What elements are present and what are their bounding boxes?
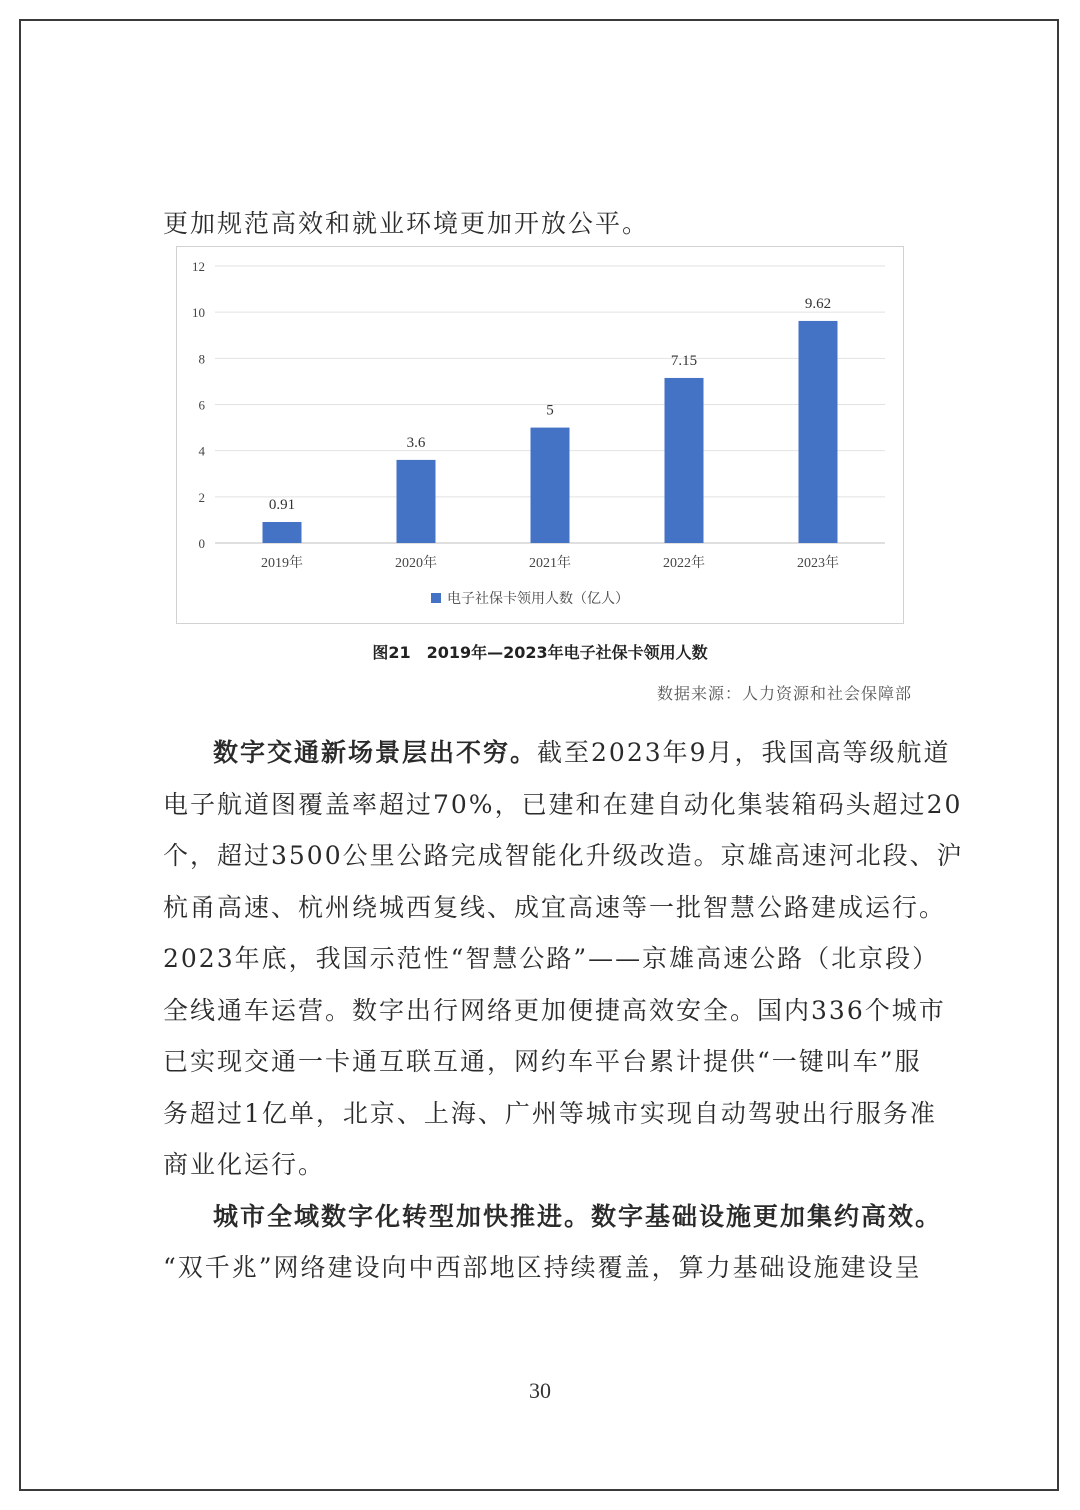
y-tick-label: 2 xyxy=(198,489,205,505)
paragraph1-lead: 数字交通新场景层出不穷。 xyxy=(213,738,538,767)
bar xyxy=(799,321,838,543)
y-tick-label: 12 xyxy=(192,259,205,274)
y-tick-label: 6 xyxy=(198,397,205,413)
x-tick-label: 2019年 xyxy=(261,556,303,571)
bar xyxy=(397,460,436,543)
y-tick-label: 8 xyxy=(198,351,205,367)
page-number: 30 xyxy=(529,1378,551,1403)
paragraph1-line: 截至2023年9月，我国高等级航道 xyxy=(537,738,951,767)
paragraph1-line: 商业化运行。 xyxy=(163,1150,326,1179)
paragraph2-line: “双千兆”网络建设向中西部地区持续覆盖，算力基础设施建设呈 xyxy=(163,1253,922,1282)
data-source: 数据来源：人力资源和社会保障部 xyxy=(656,684,912,703)
data-label: 3.6 xyxy=(406,434,426,451)
y-tick-label: 10 xyxy=(192,305,205,321)
bar xyxy=(531,428,570,543)
paragraph1-first-line xyxy=(213,738,951,768)
bar xyxy=(263,522,302,543)
chart-frame xyxy=(176,246,904,624)
paragraph1-line: 个，超过3500公里公路完成智能化升级改造。京雄高速河北段、沪 xyxy=(163,841,964,870)
x-tick-label: 2020年 xyxy=(395,556,437,571)
paragraph1-line: 已实现交通一卡通互联互通，网约车平台累计提供“一键叫车”服 xyxy=(163,1047,922,1076)
x-tick-label: 2022年 xyxy=(663,556,705,571)
figure-caption: 图21 2019年—2023年电子社保卡领用人数 xyxy=(372,643,708,662)
x-tick-label: 2021年 xyxy=(529,556,571,571)
paragraph1-line: 电子航道图覆盖率超过70%，已建和在建自动化集装箱码头超过20 xyxy=(163,790,963,819)
bar xyxy=(665,378,704,543)
paragraph1-line: 务超过1亿单，北京、上海、广州等城市实现自动驾驶出行服务准 xyxy=(163,1099,937,1128)
y-tick-label: 0 xyxy=(198,536,205,551)
legend-label: 电子社保卡领用人数（亿人） xyxy=(447,591,629,607)
data-label: 0.91 xyxy=(268,496,296,513)
data-label: 7.15 xyxy=(670,352,698,369)
paragraph2-lead: 城市全域数字化转型加快推进。数字基础设施更加集约高效。 xyxy=(213,1202,943,1231)
data-label: 9.62 xyxy=(804,295,832,312)
x-tick-label: 2023年 xyxy=(797,556,839,571)
paragraph1-line: 杭甬高速、杭州绕城西复线、成宜高速等一批智慧公路建成运行。 xyxy=(163,893,947,922)
intro-line: 更加规范高效和就业环境更加开放公平。 xyxy=(163,209,650,238)
paragraph1-line: 2023年底，我国示范性“智慧公路”——京雄高速公路（北京段） xyxy=(163,944,940,973)
paragraph1-line: 全线通车运营。数字出行网络更加便捷高效安全。国内336个城市 xyxy=(163,996,946,1025)
y-tick-label: 4 xyxy=(198,443,205,459)
data-label: 5 xyxy=(546,402,554,419)
legend-swatch xyxy=(431,593,441,603)
bar-chart xyxy=(177,247,905,625)
